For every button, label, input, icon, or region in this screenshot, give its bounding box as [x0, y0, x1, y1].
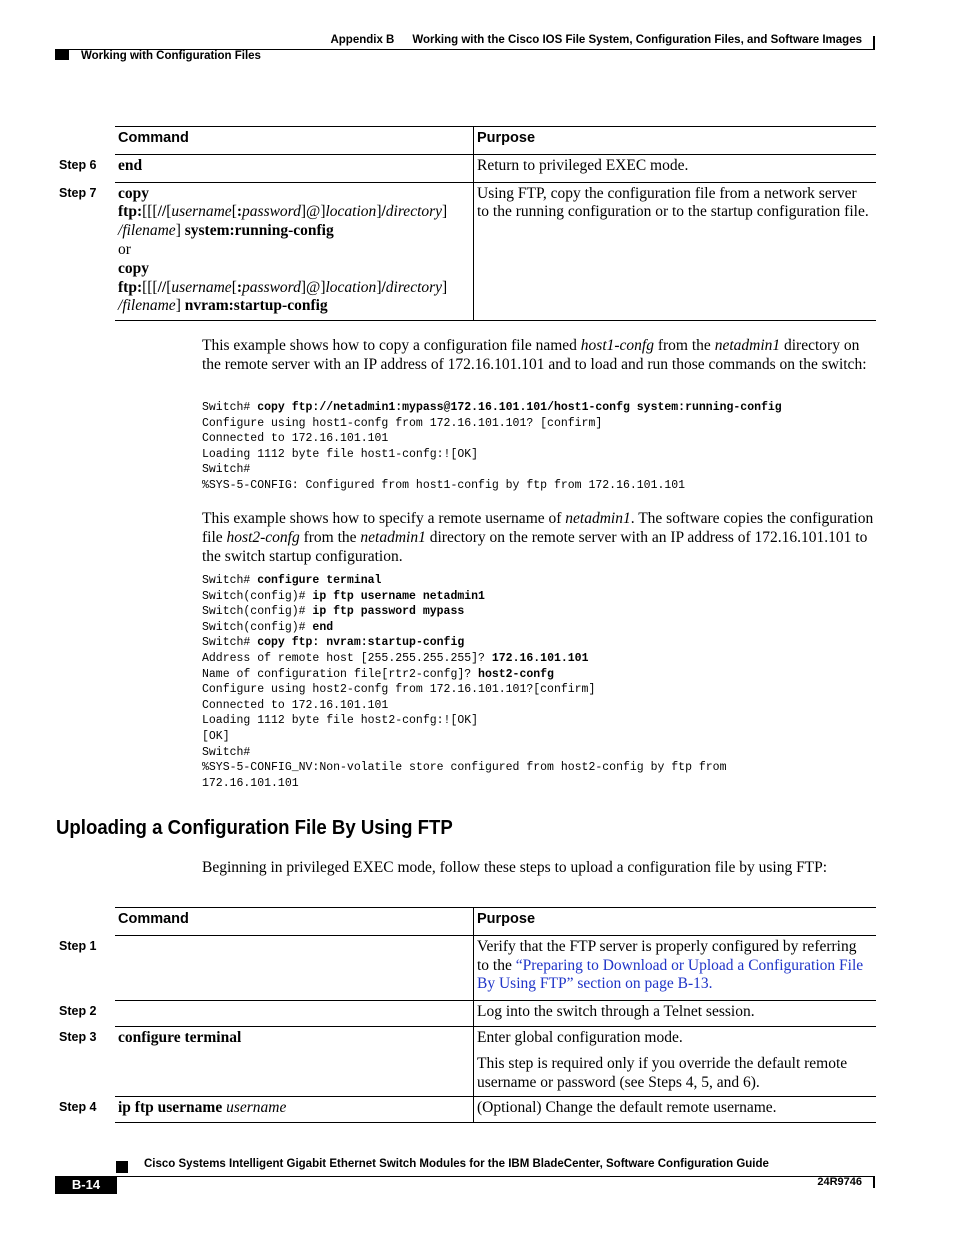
table-row	[59, 183, 876, 322]
code-line	[202, 400, 782, 416]
code-line	[202, 667, 727, 683]
command-cell	[115, 183, 474, 321]
code-line	[202, 604, 727, 620]
column-header-command: Command	[115, 127, 474, 154]
purpose-cell: Using FTP, copy the configuration file from a network server to the running configuration or to the startup configuration file.	[477, 184, 869, 221]
command-ftp-syntax: ftp:[[[//[username[:password]@]location]/directory]	[118, 203, 448, 221]
code-line	[202, 682, 727, 698]
header-chapter-title: Working with the Cisco IOS File System, Configuration Files, and Software Images	[412, 34, 862, 46]
command-copy: copy	[118, 184, 149, 202]
code-command: end	[312, 620, 334, 634]
footer-divider	[873, 1176, 875, 1188]
footer-rule	[116, 1176, 875, 1177]
code-output: Connected to 172.16.101.101	[202, 698, 389, 712]
code-output: Switch(config)#	[202, 620, 313, 634]
code-line	[202, 713, 727, 729]
code-line	[202, 478, 782, 494]
purpose-cell: (Optional) Change the default remote username.	[477, 1099, 777, 1117]
section-intro: Beginning in privileged EXEC mode, follow these steps to upload a configuration file by using FTP:	[202, 859, 828, 876]
code-example-2	[202, 573, 727, 791]
command-table-upload	[59, 907, 876, 1123]
code-output: Name of configuration file[rtr2-confg]?	[202, 667, 479, 681]
code-line	[202, 573, 727, 589]
command-cell	[115, 936, 474, 1000]
code-line	[202, 698, 727, 714]
step-label: Step 4	[59, 1100, 97, 1115]
code-output: Loading 1112 byte file host2-confg:![OK]	[202, 714, 479, 728]
table-row	[59, 155, 876, 183]
code-line	[202, 431, 782, 447]
code-command: ip ftp password mypass	[312, 605, 465, 619]
command-cell: ip ftp username username	[115, 1097, 474, 1122]
running-header	[330, 34, 862, 46]
header-divider	[873, 36, 875, 50]
command-cell	[115, 155, 474, 182]
command-copy: copy	[118, 259, 149, 277]
code-output: Switch(config)#	[202, 589, 313, 603]
section-heading: Uploading a Configuration File By Using FTP	[56, 817, 453, 839]
step-label: Step 3	[59, 1029, 97, 1044]
cross-reference-link[interactable]: “Preparing to Download or Upload a Configuration File By Using FTP” section on page B-13	[477, 956, 864, 993]
code-line	[202, 589, 727, 605]
command-or: or	[118, 240, 131, 258]
purpose-cell: Log into the switch through a Telnet session.	[477, 1003, 755, 1021]
command-cell	[115, 1001, 474, 1026]
code-line	[202, 729, 727, 745]
footer-title: Cisco Systems Intelligent Gigabit Ethernet Switch Modules for the IBM BladeCenter, Software Configuration Guide	[144, 1158, 769, 1170]
code-output: Switch(config)#	[202, 605, 313, 619]
code-output: Loading 1112 byte file host1-confg:![OK]	[202, 447, 479, 461]
table-row	[59, 1027, 876, 1097]
code-command: 172.16.101.101	[491, 651, 589, 665]
code-output: Switch#	[202, 463, 251, 477]
command-text: end	[118, 156, 143, 174]
code-line	[202, 635, 727, 651]
code-output: %SYS-5-CONFIG_NV:Non-volatile store configured from host2-config by ftp from	[202, 761, 727, 775]
code-command: copy ftp://netadmin1:mypass@172.16.101.101/host1-confg system:running-config	[257, 401, 782, 414]
command-filename-startup: /filename] nvram:startup-config	[118, 297, 328, 315]
command-text: configure terminal	[118, 1028, 242, 1046]
purpose-cell: Verify that the FTP server is properly configured by referring to the “Preparing to Download or Upload a Configuration File By Using FTP” section on page B-13.	[477, 937, 864, 993]
purpose-cell	[474, 1027, 876, 1096]
column-header-purpose: Purpose	[477, 911, 536, 927]
step-label: Step 2	[59, 1004, 97, 1019]
step-label: Step 1	[59, 938, 97, 953]
footer-marker	[116, 1161, 128, 1173]
command-ftp-syntax: ftp:[[[//[username[:password]@]location]/directory]	[118, 278, 448, 296]
code-output: Address of remote host [255.255.255.255]?	[202, 651, 492, 665]
header-section: Working with Configuration Files	[81, 50, 261, 62]
table-header-row	[115, 126, 876, 155]
code-output: Connected to 172.16.101.101	[202, 432, 389, 446]
code-line	[202, 760, 727, 776]
example-1-paragraph: This example shows how to copy a configuration file named host1-confg from the netadmin1 directory on the remote server with an IP address of 172.16.101.101 and to load and run those commands on the switch:	[202, 337, 867, 373]
header-marker	[55, 50, 69, 60]
code-line	[202, 620, 727, 636]
code-line	[202, 462, 782, 478]
column-header-purpose: Purpose	[477, 130, 536, 146]
code-command: configure terminal	[257, 574, 382, 587]
code-output: Configure using host1-confg from 172.16.101.101? [confirm]	[202, 416, 603, 430]
code-output: [OK]	[202, 729, 230, 743]
step-label: Step 6	[59, 157, 97, 172]
header-appendix: Appendix B	[330, 34, 395, 46]
command-cell	[115, 1027, 474, 1096]
purpose-note: This step is required only if you override the default remote username or password (see Steps 4, 5, and 6).	[477, 1054, 848, 1091]
code-output: Switch#	[202, 636, 258, 650]
purpose-text: Enter global configuration mode.	[477, 1028, 683, 1046]
purpose-cell: Return to privileged EXEC mode.	[477, 156, 689, 174]
example-2-paragraph: This example shows how to specify a remote username of netadmin1. The software copies the configuration file host2-confg from the netadmin1 directory on the remote server with an IP address of 172.16.101.101 to the switch startup configuration.	[202, 510, 874, 565]
code-example-1	[202, 400, 782, 494]
code-output: %SYS-5-CONFIG: Configured from host1-config by ftp from 172.16.101.101	[202, 478, 686, 492]
step-label: Step 7	[59, 185, 97, 200]
table-header-row	[115, 907, 876, 936]
code-line	[202, 651, 727, 667]
code-command: ip ftp username netadmin1	[312, 589, 485, 603]
code-command: host2-confg	[478, 667, 554, 681]
code-output: Switch#	[202, 574, 258, 587]
code-output: 172.16.101.101	[202, 776, 299, 790]
command-filename-running: /filename] system:running-config	[118, 222, 334, 240]
code-line	[202, 776, 727, 792]
code-output: Switch#	[202, 401, 258, 414]
code-line	[202, 447, 782, 463]
code-output: Switch#	[202, 745, 251, 759]
column-header-command: Command	[115, 908, 474, 935]
code-line	[202, 745, 727, 761]
table-row	[59, 1001, 876, 1027]
command-table-download	[59, 126, 876, 321]
document-number: 24R9746	[817, 1176, 862, 1188]
page-number: B-14	[55, 1176, 117, 1194]
code-output: Configure using host2-confg from 172.16.101.101?[confirm]	[202, 683, 596, 697]
code-command: copy ftp: nvram:startup-config	[257, 636, 465, 650]
code-line	[202, 416, 782, 432]
table-row	[59, 936, 876, 1001]
table-row	[59, 1097, 876, 1123]
